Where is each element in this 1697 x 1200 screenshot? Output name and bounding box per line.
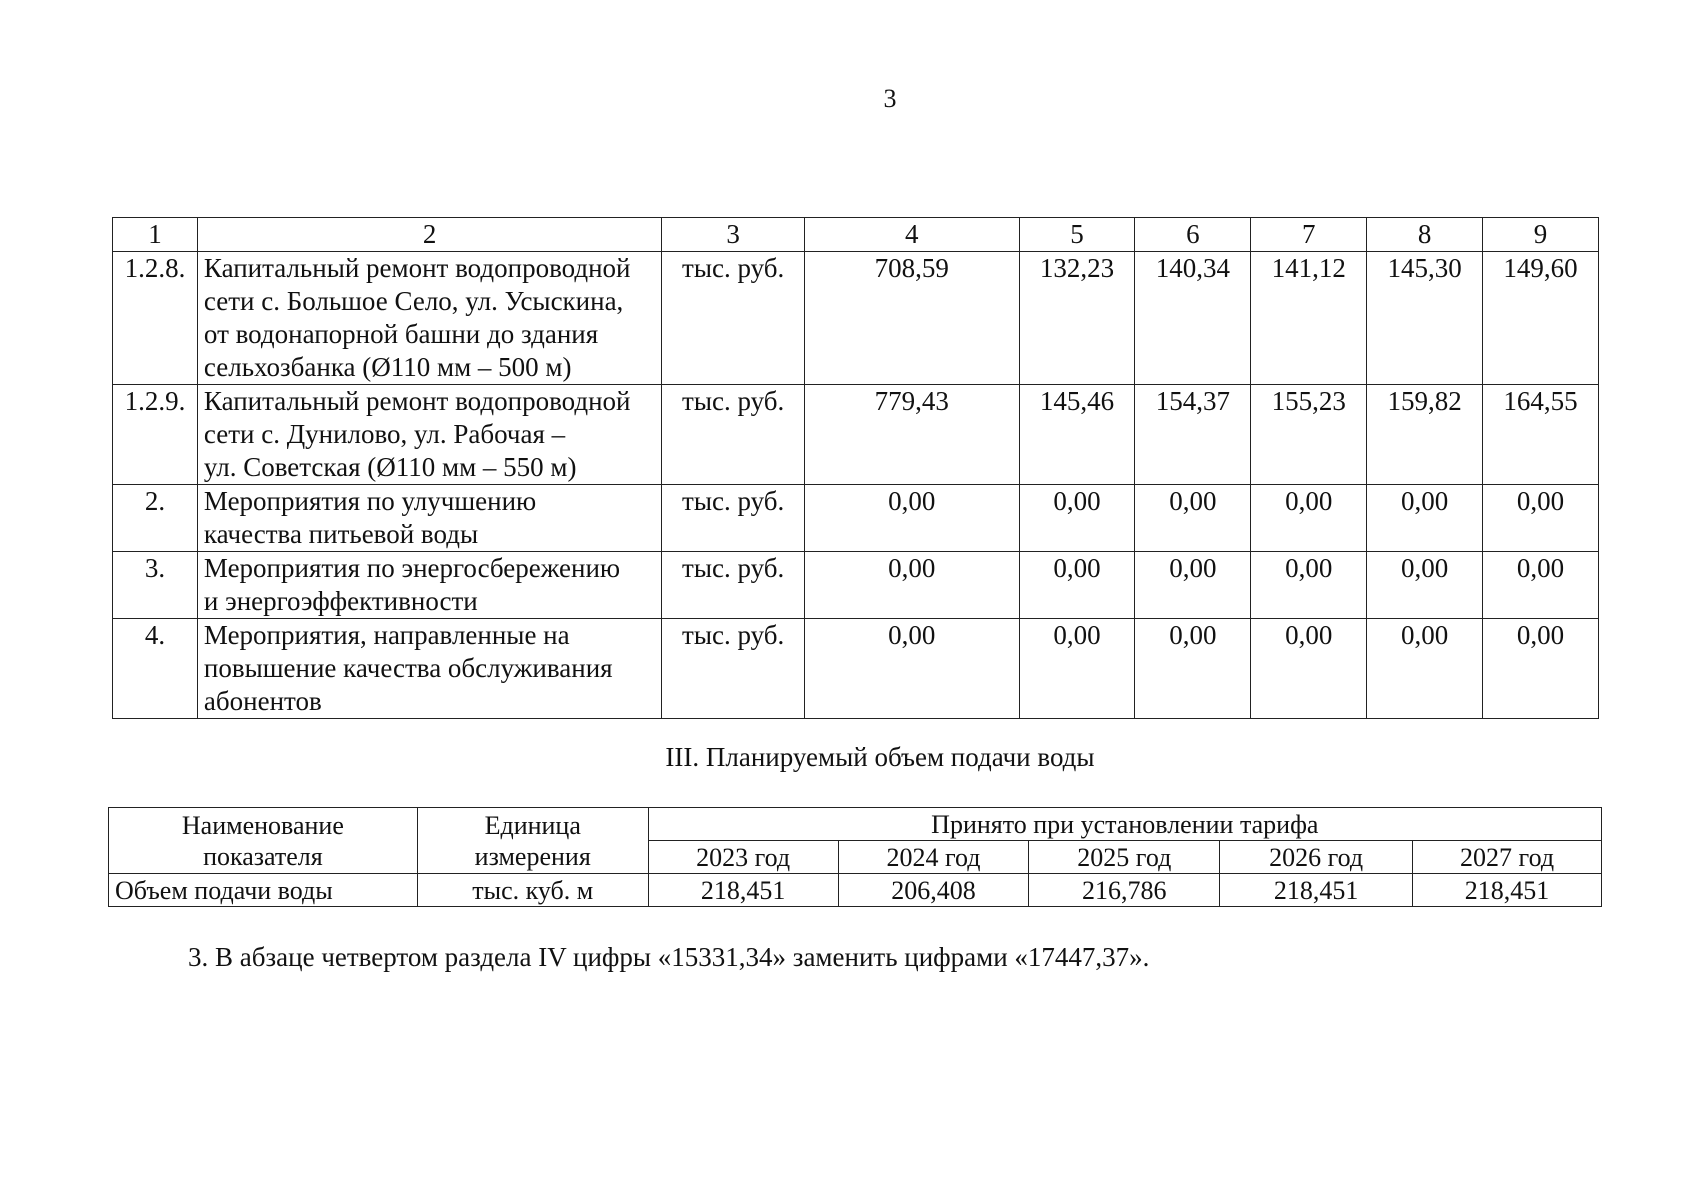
column-header: 2 [197,218,661,252]
header-line: Единица [484,810,581,840]
section-title: III. Планируемый объем подачи воды [665,742,1095,772]
indicator-name-header [109,808,418,874]
row-number: 1.2.9. [113,385,198,485]
value-cell: 132,23 [1019,252,1135,385]
value-cell: 708,59 [805,252,1020,385]
value-cell: 149,60 [1483,252,1599,385]
page-number: 3 [883,84,897,113]
row-description [197,552,661,619]
row-description [197,252,661,385]
value-cell: 0,00 [1251,552,1367,619]
value-cell: 0,00 [1019,552,1135,619]
value-cell: 216,786 [1029,874,1220,907]
row-unit: тыс. руб. [662,385,805,485]
row-unit: тыс. руб. [662,252,805,385]
column-header: 9 [1483,218,1599,252]
description-line: абонентов [203,686,322,716]
row-unit: тыс. руб. [662,619,805,719]
events-table [112,217,1599,719]
header-line: измерения [474,841,591,871]
value-cell: 0,00 [1019,619,1135,719]
description-line: качества питьевой воды [203,519,479,549]
row-number: 2. [113,485,198,552]
column-header: 8 [1367,218,1483,252]
year-header: 2023 год [648,841,838,874]
column-header: 1 [113,218,198,252]
value-cell: 779,43 [805,385,1020,485]
value-cell: 0,00 [805,619,1020,719]
value-cell: 218,451 [648,874,838,907]
value-cell: 206,408 [838,874,1029,907]
column-header: 5 [1019,218,1135,252]
description-line: сети с. Дунилово, ул. Рабочая – [203,419,566,449]
value-cell: 0,00 [1135,619,1251,719]
value-cell: 0,00 [1135,485,1251,552]
description-line: от водонапорной башни до здания [203,319,599,349]
events-table-header-row [113,218,1599,252]
value-cell: 0,00 [1367,552,1483,619]
row-number: 1.2.8. [113,252,198,385]
description-line: Мероприятия по энергосбережению [203,553,621,583]
value-cell: 0,00 [1483,552,1599,619]
description-line: Мероприятия по улучшению [203,486,537,516]
column-header: 4 [805,218,1020,252]
value-cell: 0,00 [1135,552,1251,619]
value-cell: 141,12 [1251,252,1367,385]
table-row [113,385,1599,485]
value-cell: 0,00 [1367,619,1483,719]
value-cell: 140,34 [1135,252,1251,385]
water-volume-table [108,807,1602,907]
year-header: 2026 год [1220,841,1413,874]
value-cell: 154,37 [1135,385,1251,485]
column-header: 6 [1135,218,1251,252]
description-line: Мероприятия, направленные на [203,620,570,650]
value-cell: 0,00 [1019,485,1135,552]
value-cell: 159,82 [1367,385,1483,485]
value-cell: 0,00 [1251,485,1367,552]
value-cell: 218,451 [1413,874,1602,907]
value-cell: 0,00 [1483,619,1599,719]
description-line: сельхозбанка (Ø110 мм – 500 м) [203,352,572,382]
volume-table-header-row [109,808,1602,841]
row-number: 4. [113,619,198,719]
row-number: 3. [113,552,198,619]
column-header: 7 [1251,218,1367,252]
table-row [109,874,1602,907]
table-row [113,252,1599,385]
unit-header [417,808,648,874]
value-cell: 0,00 [805,552,1020,619]
value-cell: 0,00 [1367,485,1483,552]
description-line: и энергоэффективности [203,586,478,616]
value-cell: 164,55 [1483,385,1599,485]
value-cell: 0,00 [1483,485,1599,552]
year-header: 2027 год [1413,841,1602,874]
table-row [113,485,1599,552]
value-cell: 218,451 [1220,874,1413,907]
description-line: Капитальный ремонт водопроводной [203,253,631,283]
description-line: повышение качества обслуживания [203,653,613,683]
year-header: 2025 год [1029,841,1220,874]
description-line: сети с. Большое Село, ул. Усыскина, [203,286,624,316]
table-row [113,619,1599,719]
header-line: Наименование [181,810,344,840]
value-cell: 0,00 [805,485,1020,552]
row-description [197,385,661,485]
tariff-group-header: Принято при установлении тарифа [648,808,1601,841]
header-line: показателя [203,841,323,871]
value-cell: 155,23 [1251,385,1367,485]
indicator-name: Объем подачи воды [109,874,418,907]
table-row [113,552,1599,619]
description-line: Капитальный ремонт водопроводной [203,386,631,416]
value-cell: 145,46 [1019,385,1135,485]
column-header: 3 [662,218,805,252]
row-description [197,485,661,552]
row-unit: тыс. руб. [662,485,805,552]
year-header: 2024 год [838,841,1029,874]
value-cell: 0,00 [1251,619,1367,719]
amendment-paragraph: 3. В абзаце четвертом раздела IV цифры «15331,34» заменить цифрами «17447,37». [188,942,1150,972]
row-description [197,619,661,719]
row-unit: тыс. руб. [662,552,805,619]
description-line: ул. Советская (Ø110 мм – 550 м) [203,452,577,482]
indicator-unit: тыс. куб. м [417,874,648,907]
value-cell: 145,30 [1367,252,1483,385]
